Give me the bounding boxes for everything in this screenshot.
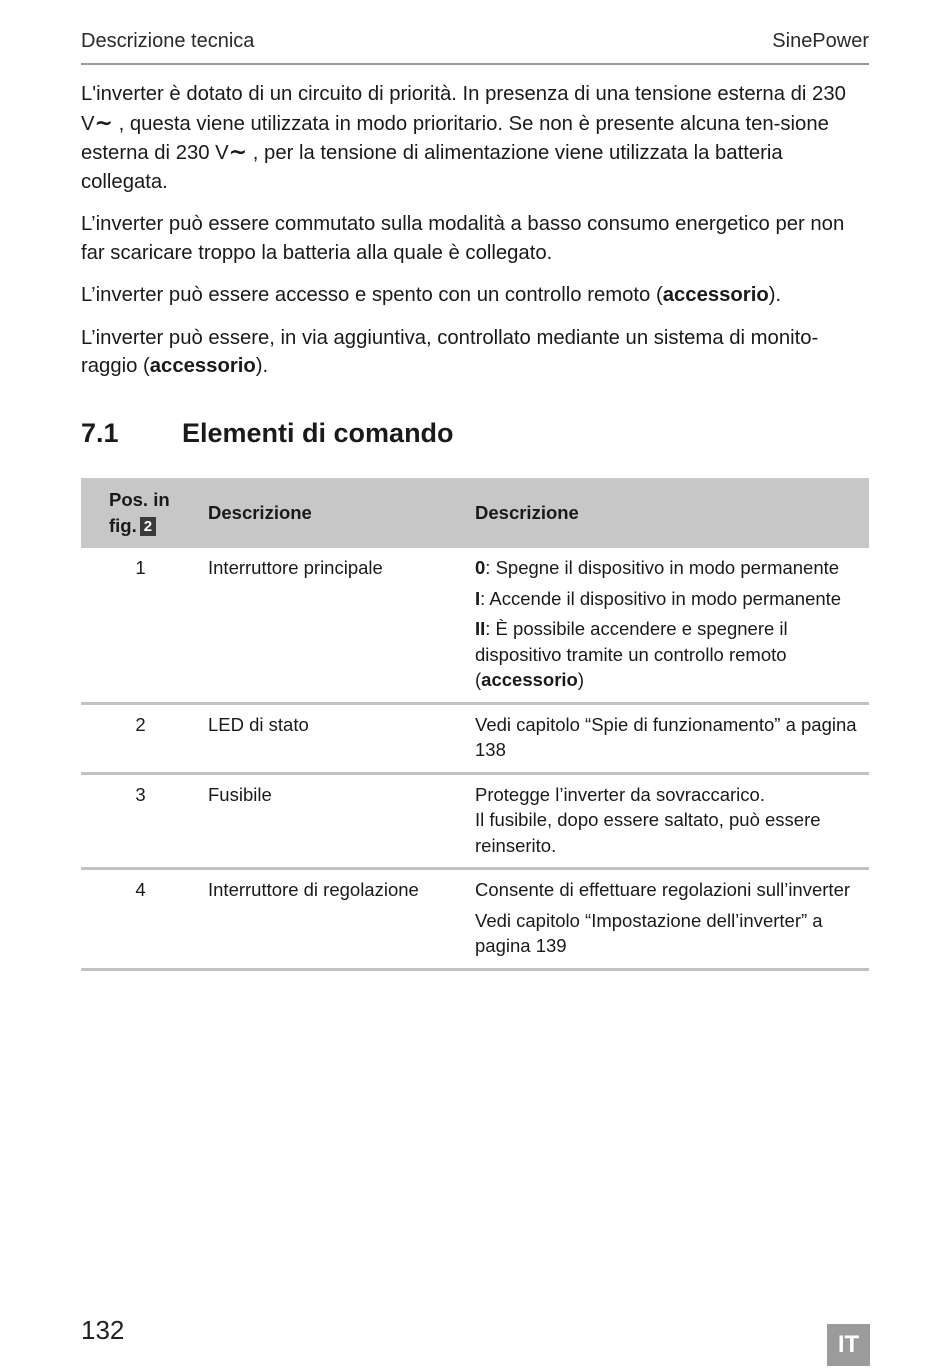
- page-number: 132: [81, 1315, 125, 1345]
- description-line: Il fusibile, dopo essere saltato, può essere reinserito.: [475, 809, 821, 856]
- paragraph-low-power-mode: L’inverter può essere commutato sulla modalità a basso consumo energetico per non far scaricare troppo la batteria alla quale è collegato.: [81, 213, 845, 264]
- paragraph-remote-control: [81, 281, 871, 310]
- paragraph-text: L’inverter può essere accesso e spento con un controllo remoto (: [81, 284, 663, 306]
- description-line: Vedi capitolo “Spie di funzionamento” a pagina 138: [475, 713, 857, 760]
- controls-table: [81, 478, 869, 971]
- column-header-name: Descrizione: [208, 478, 475, 548]
- description-line: [475, 586, 869, 612]
- description-line: [475, 616, 869, 693]
- language-badge: IT: [827, 1324, 870, 1366]
- section-heading: [81, 418, 454, 449]
- row-name: Interruttore principale: [208, 557, 383, 578]
- description-text: : È possibile accendere e spegnere il dispositivo tramite un controllo remoto: [475, 618, 788, 665]
- header-text: Pos. in: [109, 489, 170, 510]
- column-header-position: [81, 478, 208, 548]
- table-row: [81, 703, 869, 773]
- header-product-name: SinePower: [772, 30, 869, 52]
- section-title: Elementi di comando: [182, 418, 454, 448]
- accessory-emphasis: accessorio: [481, 669, 578, 690]
- section-number: 7.1: [81, 418, 119, 448]
- description-line: Vedi capitolo “Impostazione dell’inverter” a pagina 139: [475, 909, 823, 956]
- header-section-title: Descrizione tecnica: [81, 30, 255, 52]
- row-description: [475, 773, 869, 869]
- paragraph-text: , questa viene utilizzata in modo prioritario. Se non è presente alcuna ten-sione esterna di 230 V: [81, 112, 829, 164]
- description-text: ): [577, 669, 585, 690]
- figure-reference-badge: 2: [140, 517, 156, 536]
- row-position: 3: [135, 783, 146, 805]
- paragraph-text: L'inverter è dotato di un circuito di priorità. In presenza di una tensione esterna di 230 V: [81, 83, 846, 135]
- description-text: : Spegne il dispositivo in modo permanente: [485, 557, 840, 578]
- paragraph-text: L’inverter può essere, in via aggiuntiva, controllato mediante un sistema di monito-raggio (: [81, 326, 819, 377]
- accessory-emphasis: accessorio: [149, 355, 256, 377]
- header-text: fig.: [109, 515, 137, 536]
- row-name: Fusibile: [208, 783, 272, 805]
- table-row: [81, 773, 869, 869]
- table-header-row: [81, 478, 869, 548]
- switch-position-key: II: [475, 618, 486, 639]
- table-row: [81, 869, 869, 970]
- paragraph-priority-circuit: [81, 80, 871, 196]
- description-text: (: [475, 669, 482, 690]
- row-description: [475, 548, 869, 703]
- row-position: 1: [135, 557, 146, 578]
- description-line: [475, 555, 869, 581]
- ac-tilde-icon: ∼: [94, 109, 113, 135]
- paragraph-text: ).: [255, 355, 269, 377]
- intro-text: [81, 80, 871, 395]
- paragraph-text: ).: [768, 284, 782, 306]
- row-description: [475, 869, 869, 970]
- row-name: LED di stato: [208, 713, 309, 735]
- row-description: [475, 703, 869, 773]
- description-text: : Accende il dispositivo in modo permanente: [480, 587, 842, 609]
- row-position: 2: [135, 713, 146, 735]
- switch-position-key: I: [475, 587, 481, 609]
- page-header: [81, 30, 869, 65]
- column-header-description: Descrizione: [475, 478, 869, 548]
- table-row: [81, 548, 869, 703]
- switch-position-key: 0: [475, 557, 486, 578]
- row-name: Interruttore di regolazione: [208, 879, 419, 900]
- description-line: Consente di effettuare regolazioni sull’inverter: [475, 879, 851, 900]
- accessory-emphasis: accessorio: [662, 284, 769, 306]
- paragraph-monitoring: [81, 324, 871, 381]
- ac-tilde-icon: ∼: [228, 139, 248, 164]
- row-position: 4: [135, 879, 146, 900]
- paragraph-text: , per la tensione di alimentazione viene utilizzata la batteria collegata.: [81, 142, 783, 193]
- description-line: Protegge l’inverter da sovraccarico.: [475, 783, 765, 805]
